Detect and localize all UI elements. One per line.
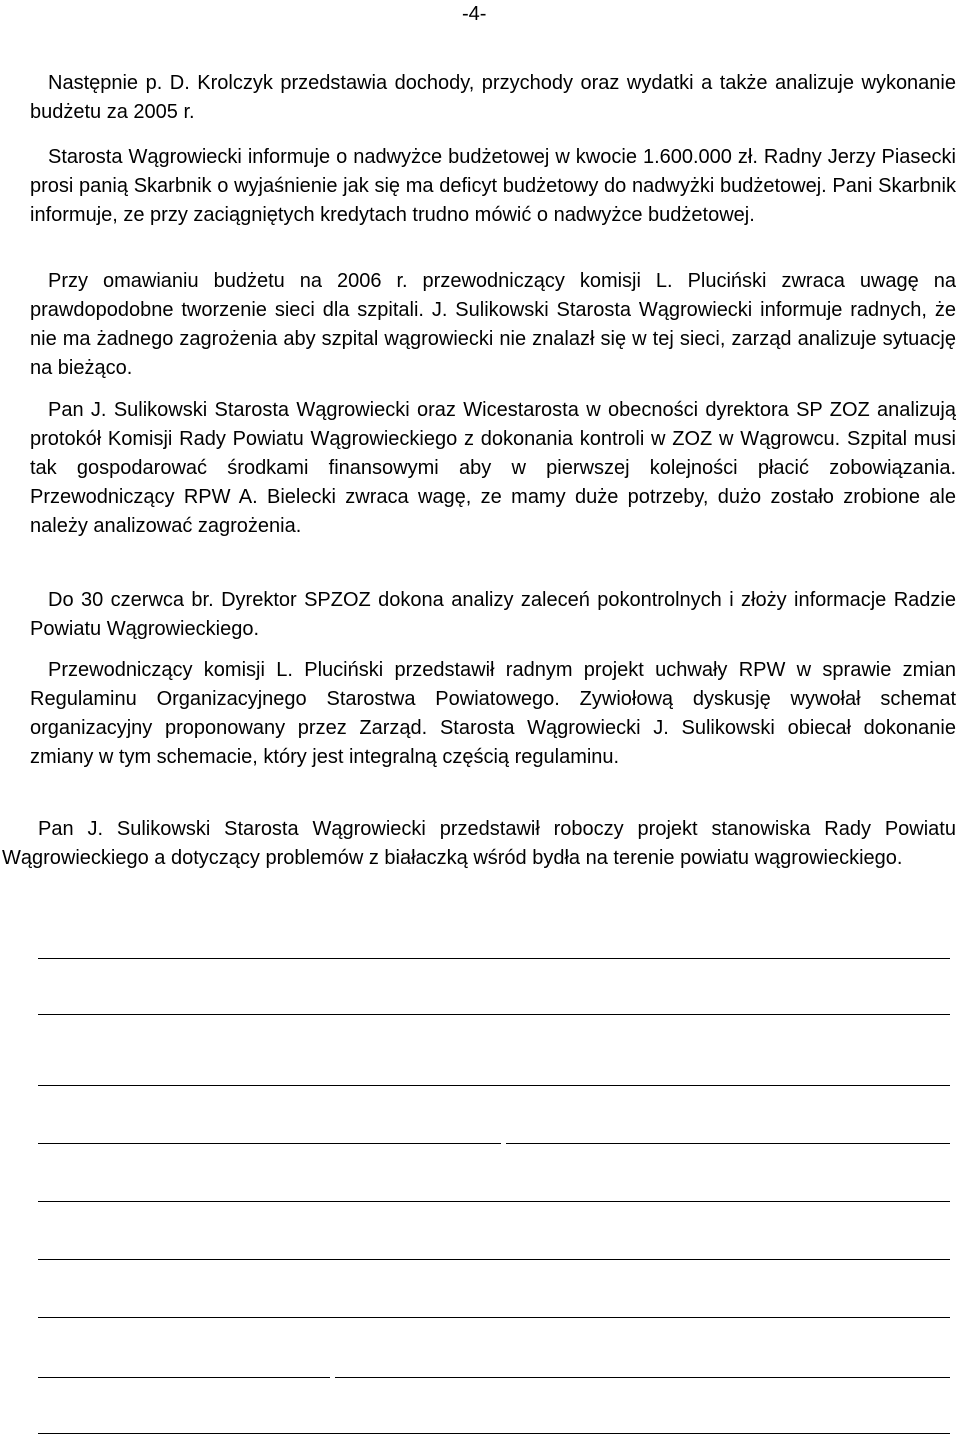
- page-number: -4-: [462, 3, 487, 25]
- blank-line: [38, 958, 950, 959]
- blank-line: [38, 1433, 950, 1434]
- blank-line: [38, 1259, 950, 1260]
- paragraph-budget-report: Następnie p. D. Krolczyk przedstawia dochody, przychody oraz wydatki a także analizuje wykonanie budżetu za 2005 r.: [30, 72, 956, 123]
- paragraph-leukemia-cattle: Pan J. Sulikowski Starosta Wągrowiecki przedstawił roboczy projekt stanowiska Rady Powiatu Wągrowieckiego a dotyczący problemów z białaczką wśród bydła na terenie powiatu wągrowieckiego.: [2, 818, 956, 869]
- blank-line: [38, 1014, 950, 1015]
- paragraph-hospital-network: Przy omawianiu budżetu na 2006 r. przewodniczący komisji L. Pluciński zwraca uwagę na prawdopodobne tworzenie sieci dla szpitali. J. Sulikowski Starosta Wągrowiecki informuje radnych, że nie ma żadnego zagrożenia aby szpital wągrowiecki nie znalazł się w tej sieci, zarząd analizuje sytuację na bieżąco.: [30, 270, 956, 379]
- blank-line: [335, 1377, 950, 1378]
- blank-line: [38, 1085, 950, 1086]
- blank-line: [506, 1143, 950, 1144]
- paragraph-regulations: Przewodniczący komisji L. Pluciński przedstawił radnym projekt uchwały RPW w sprawie zmian Regulaminu Organizacyjnego Starostwa Powiatowego. Zywiołową dyskusję wywołał schemat organizacyjny proponowany przez Zarząd. Starosta Wągrowiecki J. Sulikowski obiecał dokonanie zmiany w tym schemacie, który jest integralną częścią regulaminu.: [30, 659, 956, 768]
- blank-line: [38, 1201, 950, 1202]
- paragraph-spzoz-deadline: Do 30 czerwca br. Dyrektor SPZOZ dokona analizy zaleceń pokontrolnych i złoży informacje Radzie Powiatu Wągrowieckiego.: [30, 589, 956, 640]
- blank-line: [38, 1377, 330, 1378]
- paragraph-zoz-inspection: Pan J. Sulikowski Starosta Wągrowiecki oraz Wicestarosta w obecności dyrektora SP ZOZ analizują protokół Komisji Rady Powiatu Wągrowieckiego z dokonania kontroli w ZOZ w Wągrowcu. Szpital musi tak gospodarować środkami finansowymi aby w pierwszej kolejności płacić zobowiązania. Przewodniczący RPW A. Bielecki zwraca wagę, ze mamy duże potrzeby, dużo zostało zrobione ale należy analizować zagrożenia.: [30, 399, 956, 537]
- blank-line: [38, 1143, 501, 1144]
- paragraph-budget-surplus: Starosta Wągrowiecki informuje o nadwyżce budżetowej w kwocie 1.600.000 zł. Radny Jerzy Piasecki prosi panią Skarbnik o wyjaśnienie jak się ma deficyt budżetowy do nadwyżki budżetowej. Pani Skarbnik informuje, ze przy zaciągniętych kredytach trudno mówić o nadwyżce budżetowej.: [30, 146, 956, 226]
- blank-line: [38, 1317, 950, 1318]
